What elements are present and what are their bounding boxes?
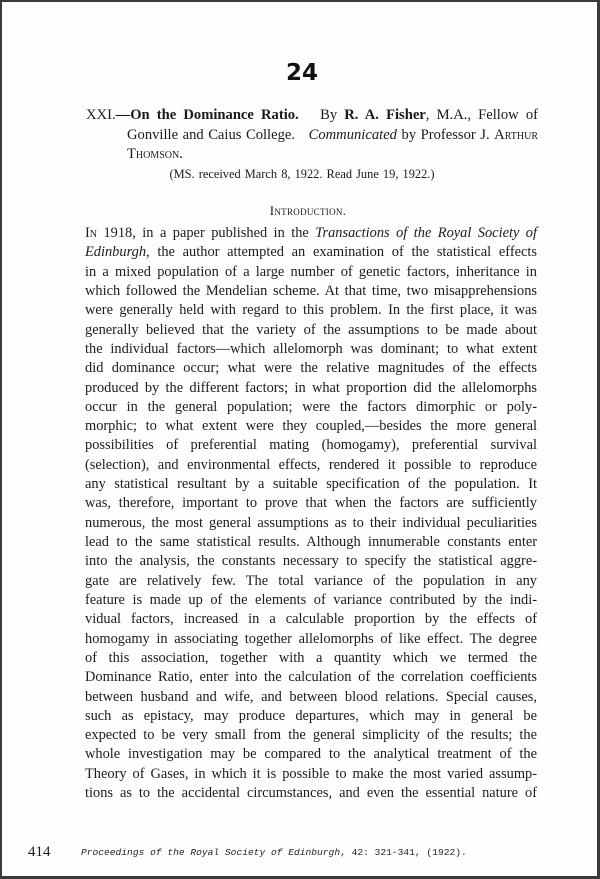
body-line: generally believed that the variety of the assumptions to be made about [85,321,537,338]
body-line [85,224,537,243]
received-dates: (MS. received March 8, 1922. Read June 19, 1922.) [169,167,435,181]
body-line: numerous, the most general assumptions as to their individual peculiarities [85,514,537,531]
body-line: tions as to the accidental circumstances, and even the essential nature of [85,785,537,802]
body-line: the individual factors—which allelomorph was dominant; to what extent [85,340,537,357]
body-line: expected to be very small from the general simplicity of the results; the [85,727,537,744]
body-line: produced by the different factors; in what proportion did the allelomorphs [85,379,537,396]
body-line: occur in the general population; were the factors dimorphic or poly- [85,398,537,415]
body-line: Theory of Gases, in which it is possible to make the most varied assump- [85,765,537,782]
body-line: did dominance occur; what were the relative magnitudes of the effects [85,360,537,377]
body-line: feature is made up of the elements of variance contributed by the indi- [85,591,537,608]
section-heading: Introduction. [269,203,347,218]
author-credentials: , M.A., Fellow of [425,107,538,123]
body-line: any statistical resultant by a suitable specification of the population. It [85,476,537,493]
body-line: possibilities of preferential mating (homogamy), preferential survival [85,437,537,454]
body-line: vidual factors, increased in a calculable proportion by the effects of [85,611,537,628]
journal-name: Proceedings of the Royal Society of Edinburgh [81,847,341,858]
footer-page-number: 414 [28,844,51,860]
body-line: was, therefore, important to prove that when the factors are sufficiently [85,495,537,512]
body-line: into the analysis, the constants necessary to specify the statistical aggre- [85,553,537,570]
by-label: By [320,107,338,123]
body-line: in a mixed population of a large number of genetic factors, inheritance in [85,263,537,280]
body-line: were generally held with regard to this problem. In the first place, it was [85,302,537,319]
body-paragraph [85,224,537,803]
communicator-first-name: Arthur [494,126,538,143]
communicated-label: Communicated [308,126,397,143]
body-line: whole investigation may be compared to the analytical treatment of the [85,746,537,763]
body-line: between husband and wife, and between blood relations. Special causes, [85,688,537,705]
body-text-fragment: , the author attempted an examination of the statistical effects [146,244,537,261]
article-title: —On the Dominance Ratio. [115,107,299,123]
body-line: Dominance Ratio, enter into the calculation of the correlation coefficients [85,669,537,686]
journal-title-italic: Transactions of the Royal Society of [315,225,537,241]
footer-citation [81,847,467,858]
body-line: lead to the same statistical results. Although innumerable constants enter [85,534,537,550]
drop-lead: In [85,225,98,241]
affiliation: Gonville and Caius College. [127,126,296,143]
body-line: homogamy in associating together allelomorphs of like effect. The degree [85,630,537,647]
body-line: of this association, together with a quantity which we termed the [85,649,537,666]
article-title-block [86,106,538,165]
journal-title-italic: Edinburgh [85,244,147,261]
chapter-number: 24 [285,60,318,86]
body-line [85,243,537,262]
body-line: gate are relatively few. The total variance of the population in any [85,572,537,589]
page-footer [28,844,588,864]
communicator-last-name: Thomson [127,146,180,162]
body-line: morphic; to what extent were they coupled,—besides the more general [85,418,537,435]
body-text-fragment: 1918, in a paper published in the [97,225,316,241]
body-line: which followed the Mendelian scheme. At that time, two misapprehensions [85,282,537,299]
title-line-2 [86,126,538,146]
body-line: (selection), and environmental effects, rendered it possible to reproduce [85,456,537,473]
article-numeral: XXI. [86,107,116,123]
author-name: R. A. Fisher [344,107,426,123]
body-line: such as epistacy, may produce departures, which may in general be [85,707,537,724]
title-period: . [179,146,183,162]
communicated-by: by Professor J. [401,126,490,143]
title-line-3 [86,145,538,165]
citation-details: , 42: 321-341, (1922). [340,847,467,858]
title-line-1 [86,106,538,126]
